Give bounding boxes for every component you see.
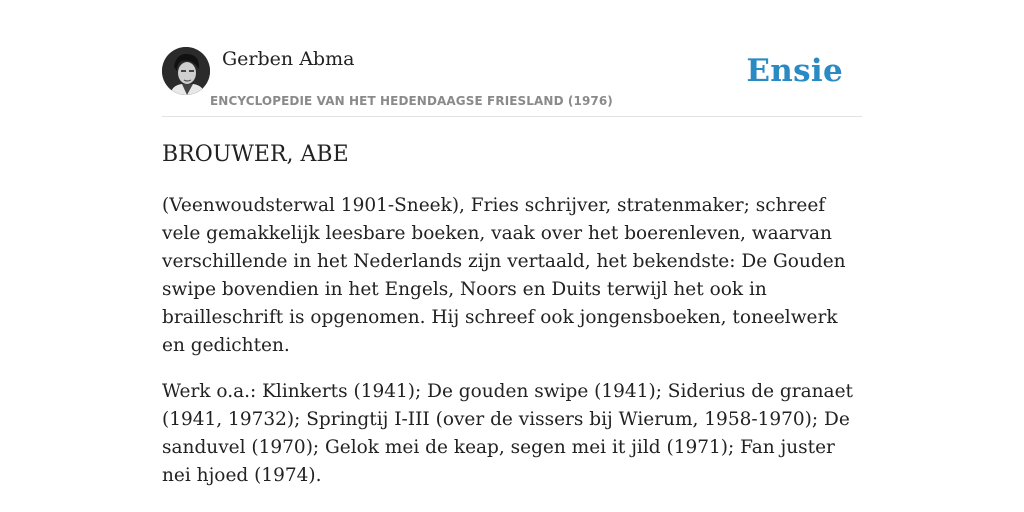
- ensie-logo[interactable]: Ensie: [746, 53, 843, 89]
- author-avatar[interactable]: [162, 47, 210, 95]
- article-body: [162, 192, 862, 508]
- author-portrait-icon: [162, 47, 210, 95]
- article-paragraph: (Veenwoudsterwal 1901-Sneek), Fries schrijver, stratenmaker; schreef vele gemakkelijk leesbare boeken, vaak over het boerenleven, waarvan verschillende in het Nederlands zijn vertaald, het bekendste: De Gouden swipe bovendien in het Engels, Noors en Duits terwijl het ook in brailleschrift is opgenomen. Hij schreef ook jongensboeken, toneelwerk en gedichten.: [162, 195, 846, 356]
- author-name[interactable]: Gerben Abma: [222, 48, 355, 70]
- article-header: [162, 45, 862, 117]
- article-paragraph: Werk o.a.: Klinkerts (1941); De gouden swipe (1941); Siderius de granaet (1941, 19732); Springtij I-III (over de vissers bij Wierum, 1958-1970); De sanduvel (1970); Gelok mei de keap, segen mei it jild (1971); Fan juster nei hjoed (1974).: [162, 381, 853, 486]
- article-title: BROUWER, ABE: [162, 142, 349, 167]
- source-label[interactable]: ENCYCLOPEDIE VAN HET HEDENDAAGSE FRIESLAND (1976): [210, 94, 613, 108]
